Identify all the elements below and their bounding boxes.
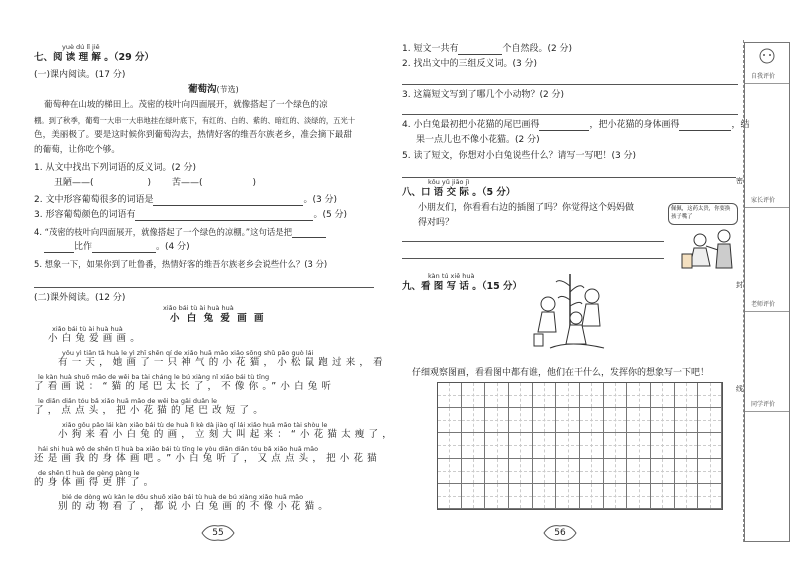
- story-title-pinyin: xiǎo bái tù ài huà huà: [163, 304, 234, 312]
- sec9-title: 九、看 图 写 话 。（15 分）: [402, 281, 523, 292]
- part2-title: (二)课外阅读。(12 分): [34, 293, 126, 303]
- q1-item-b: 苦——( ): [172, 178, 257, 188]
- answer-line[interactable]: [402, 114, 738, 115]
- story-hz-2: 有一天，她画了一只神气的小花猫，小松鼠跑过来，看: [58, 357, 387, 368]
- seal-mark-mi: 密: [736, 177, 743, 185]
- sec8-text-cont: 得对吗？: [418, 218, 455, 228]
- sec9-text: 仔细观察图画，看看图中都有谁，他们在干什么，发挥你的想象写一下吧！: [412, 368, 710, 378]
- story-title: 小 白 兔 爱 画 画: [170, 313, 266, 324]
- children-planting-illustration: [520, 270, 620, 354]
- evaluation-sidebar: [744, 42, 790, 542]
- story-hz-1: 小白兔爱画画。: [48, 333, 144, 344]
- sec9-pinyin: kàn tú xiě huà: [428, 272, 475, 280]
- answer-line[interactable]: [402, 241, 664, 242]
- story-hz-8: 别的动物看了，都说小白兔画的不像小花猫。: [58, 501, 333, 512]
- q1-left: 1. 从文中找出下列词语的反义词。(2 分): [34, 163, 197, 173]
- sec7-pinyin: yuè dú lǐ jiě: [62, 43, 100, 51]
- q3-left: 3. 形容葡萄颜色的词语有 。(5 分): [34, 210, 348, 220]
- q4-right: 4. 小白兔最初把小花猫的尾巴画得 ，把小花猫的身体画得 ，结: [402, 120, 750, 130]
- story-py-7: de shēn tǐ huà de gèng pàng le: [38, 469, 140, 477]
- story-py-1: xiǎo bái tù ài huà huà: [52, 325, 123, 333]
- teacher-evaluation-label: 老师评价: [751, 301, 776, 308]
- q1-right: 1. 短文一共有 个自然段。(2 分): [402, 44, 573, 54]
- q3-right: 3. 这篇短文写到了哪几个小动物？(2 分): [402, 90, 565, 100]
- sec8-text: 小朋友们，你看看右边的插图了吗？你觉得这个妈妈做: [418, 203, 635, 213]
- story-py-3: le kàn huà shuō māo de wěi ba tài cháng le bú xiàng nǐ xiǎo bái tù tīng: [38, 373, 270, 381]
- story-hz-4: 了，点点头，把小花猫的尾巴改短了。: [34, 405, 267, 416]
- passage-line-3: 色，美丽极了。要是这时候你到葡萄沟去，热情好客的维吾尔族老乡，准会摘下最甜: [34, 130, 352, 140]
- part1-title: (一)课内阅读。(17 分): [34, 70, 126, 80]
- speech-bubble: 佩佩，这药太贵，你要换孩子嘴了: [668, 203, 738, 225]
- self-evaluation-label: 自我评价: [751, 73, 776, 80]
- answer-line[interactable]: [402, 84, 738, 85]
- page-number-left: 55: [212, 528, 224, 538]
- passage-line-1: 葡萄种在山坡的梯田上。茂密的枝叶向四面展开，就像搭起了一个绿色的凉: [44, 100, 328, 110]
- q5-left: 5. 想象一下，如果你到了吐鲁番，热情好客的维吾尔族老乡会说些什么？(3 分): [34, 259, 328, 269]
- passage-title: 葡萄沟(节选): [188, 84, 239, 95]
- sec8-pinyin: kǒu yǔ jiāo jì: [428, 178, 470, 186]
- story-py-8: bié de dòng wù kàn le dōu shuō xiǎo bái tù huà de bú xiàng xiǎo huā māo: [62, 493, 304, 501]
- sec7-title: 七、阅 读 理 解 。（29 分）: [34, 52, 155, 63]
- sec8-title: 八、口 语 交 际 。（5 分）: [402, 187, 516, 198]
- peer-evaluation-label: 同学评价: [751, 401, 776, 408]
- passage-line-4: 的葡萄，让你吃个够。: [34, 145, 120, 155]
- story-py-6: hái shi huà wǒ de shēn tǐ huà ba xiǎo bái tù tīng le yòu diǎn diǎn tóu bǎ xiǎo huā māo: [38, 445, 319, 453]
- passage-line-2: 棚。到了秋季，葡萄一大串一大串地挂在绿叶底下，有红的、白的、紫的、暗红的、淡绿的，五光十: [34, 116, 356, 125]
- answer-line[interactable]: [34, 287, 374, 288]
- q5-right: 5. 读了短文，你想对小白兔说些什么？请写一写吧！(3 分): [402, 151, 637, 161]
- story-py-4: le diǎn diǎn tóu bǎ xiǎo huā māo de wěi ba gǎi duǎn le: [38, 397, 218, 405]
- story-py-2: yǒu yì tiān tā huà le yì zhī shēn qí de xiǎo huā māo xiǎo sōng shǔ pǎo guò lái: [62, 349, 314, 357]
- parent-evaluation-label: 家长评价: [751, 197, 776, 204]
- q4-left: 4. “茂密的枝叶向四面展开，就像搭起了一个绿色的凉棚。”这句话是把: [34, 227, 326, 238]
- cartoon-icon: [755, 47, 779, 67]
- seal-line: [743, 40, 744, 542]
- story-hz-5: 小狗来看小白兔的画，立刻大叫起来：“小花猫太瘦了，: [58, 429, 396, 440]
- q2-left: 2. 文中形容葡萄很多的词语是 。(3 分): [34, 195, 338, 205]
- page-number-right: 56: [554, 528, 566, 538]
- story-py-5: xiǎo gǒu pǎo lái kàn xiǎo bái tù de huà lì kè dà jiào qǐ lái xiǎo huā māo tài shòu le: [62, 421, 328, 429]
- q1-item-a: 丑陋——( ): [54, 178, 152, 188]
- q4-right-cont: 果一点儿也不像小花猫。(2 分): [416, 135, 540, 145]
- story-hz-7: 的身体画得更胖了。: [34, 477, 158, 488]
- writing-grid[interactable]: [437, 382, 723, 510]
- seal-mark-xian: 线: [736, 385, 743, 393]
- story-hz-6: 还是画我的身体画吧。”小白兔听了，又点点头，把小花猫: [34, 453, 381, 464]
- story-hz-3: 了看画说：“猫的尾巴太长了，不像你。”小白兔听: [34, 381, 336, 392]
- q2-right: 2. 找出文中的三组反义词。(3 分): [402, 59, 538, 69]
- answer-line[interactable]: [402, 258, 664, 259]
- q4-left-cont: 比作 。(4 分): [44, 242, 190, 253]
- seal-mark-feng: 封: [736, 281, 743, 289]
